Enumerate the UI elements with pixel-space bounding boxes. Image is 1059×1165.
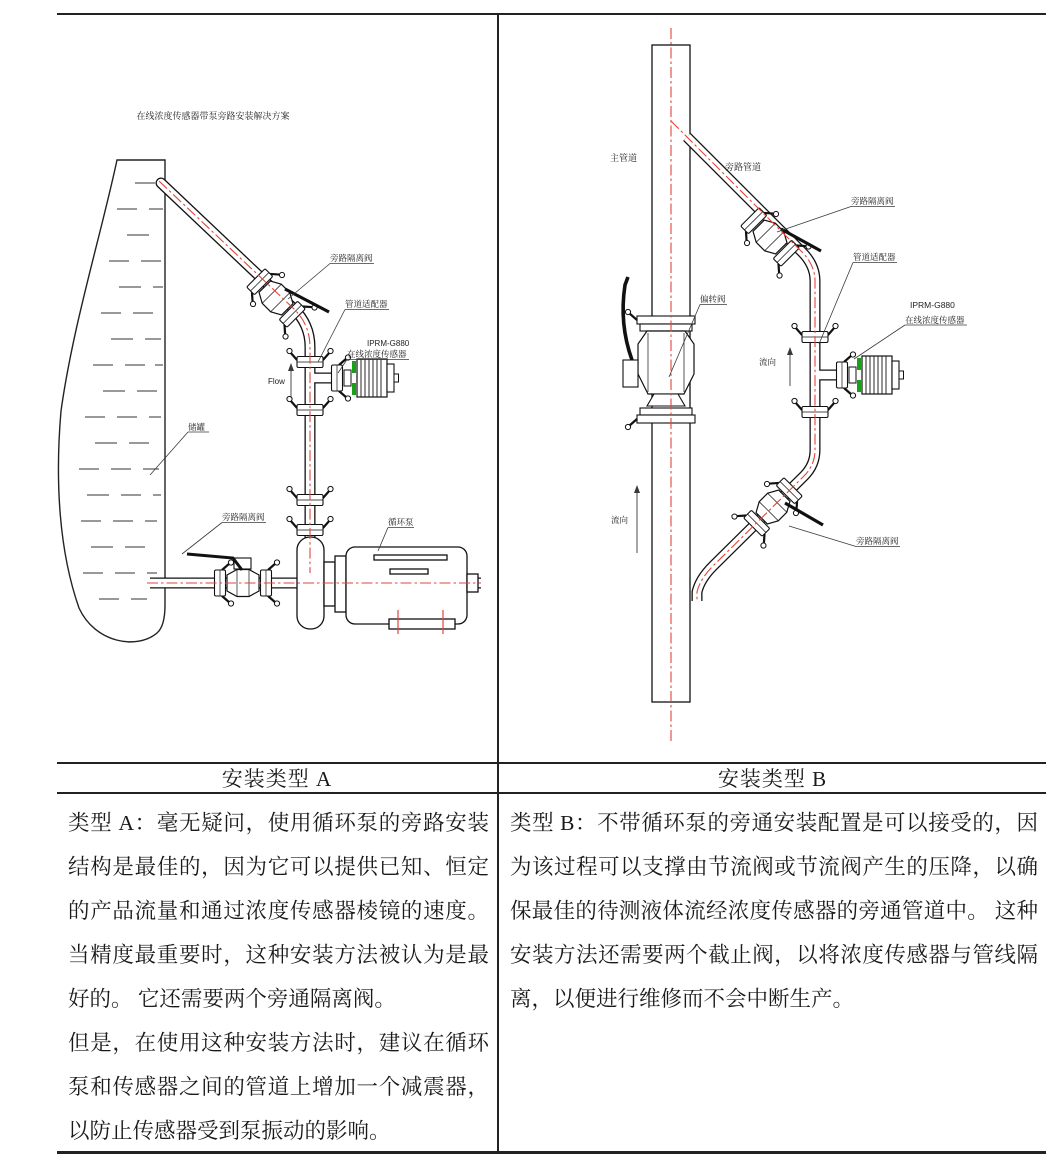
type-a-paragraph-2: 但是，在使用这种安装方法时，建议在循环泵和传感器之间的管道上增加一个减震器，以防止传感器受到泵振动的影响。: [68, 1031, 489, 1143]
label-pipe-adapter: 管道适配器: [853, 252, 896, 262]
label-bypass-valve-bottom: 旁路隔离阀: [856, 536, 899, 546]
label-circulation-pump: 循环泵: [388, 517, 414, 527]
label-deflection-valve: 偏转阀: [700, 294, 726, 304]
label-bypass-pipe: 旁路管道: [725, 162, 762, 172]
label-flow-main: 流向: [611, 515, 629, 525]
label-flow: Flow: [268, 377, 285, 386]
flow-arrow-main: [634, 485, 640, 553]
flow-arrow-sensor: [787, 347, 793, 386]
label-sensor-name: 在线浓度传感器: [347, 349, 407, 359]
flow-arrow: [288, 363, 294, 398]
label-bypass-valve-top: 旁路隔离阀: [851, 196, 894, 206]
concentration-sensor: [332, 355, 399, 401]
concentration-sensor: [837, 352, 904, 398]
label-pipe-adapter: 管道适配器: [345, 299, 388, 309]
diagram-installation-type-a: [57, 13, 497, 763]
label-sensor-model: IPRM-G880: [910, 300, 955, 310]
label-sensor-name: 在线浓度传感器: [905, 315, 965, 325]
diagram-title: 在线浓度传感器带泵旁路安装解决方案: [136, 111, 290, 121]
pipes-outline: [150, 183, 481, 583]
table-header-type-a: 安装类型 A: [221, 767, 333, 791]
type-a-paragraph-1: 类型 A：毫无疑问，使用循环泵的旁路安装结构是最佳的，因为它可以提供已知、恒定的产品流量和通过浓度传感器棱镜的速度。当精度最重要时，这种安装方法被认为是最好的。 它还需要两个旁通隔离阀。: [68, 811, 489, 1011]
table-cell-type-b: [510, 793, 1038, 1021]
label-flow-sensor: 流向: [759, 357, 777, 367]
label-bypass-valve-bottom: 旁路隔离阀: [222, 512, 265, 522]
label-bypass-valve-top: 旁路隔离阀: [330, 253, 373, 263]
table-cell-type-a: [68, 793, 489, 1153]
diagram-installation-type-b: [497, 13, 1045, 763]
label-storage-tank: 储罐: [188, 422, 206, 432]
storage-tank: [58, 160, 165, 642]
type-b-paragraph-1: 类型 B：不带循环泵的旁通安装配置是可以接受的，因为该过程可以支撑由节流阀或节流阀产生的压降，以确保最佳的待测液体流经浓度传感器的旁通管道中。 这种安装方法还需要两个截止阀，以将浓度传感器与管线隔离，以便进行维修而不会中断生产。: [510, 811, 1038, 1011]
table-header-type-b: 安装类型 B: [717, 767, 828, 791]
label-sensor-model: IPRM-G880: [367, 339, 410, 348]
label-main-pipe: 主管道: [610, 153, 638, 163]
